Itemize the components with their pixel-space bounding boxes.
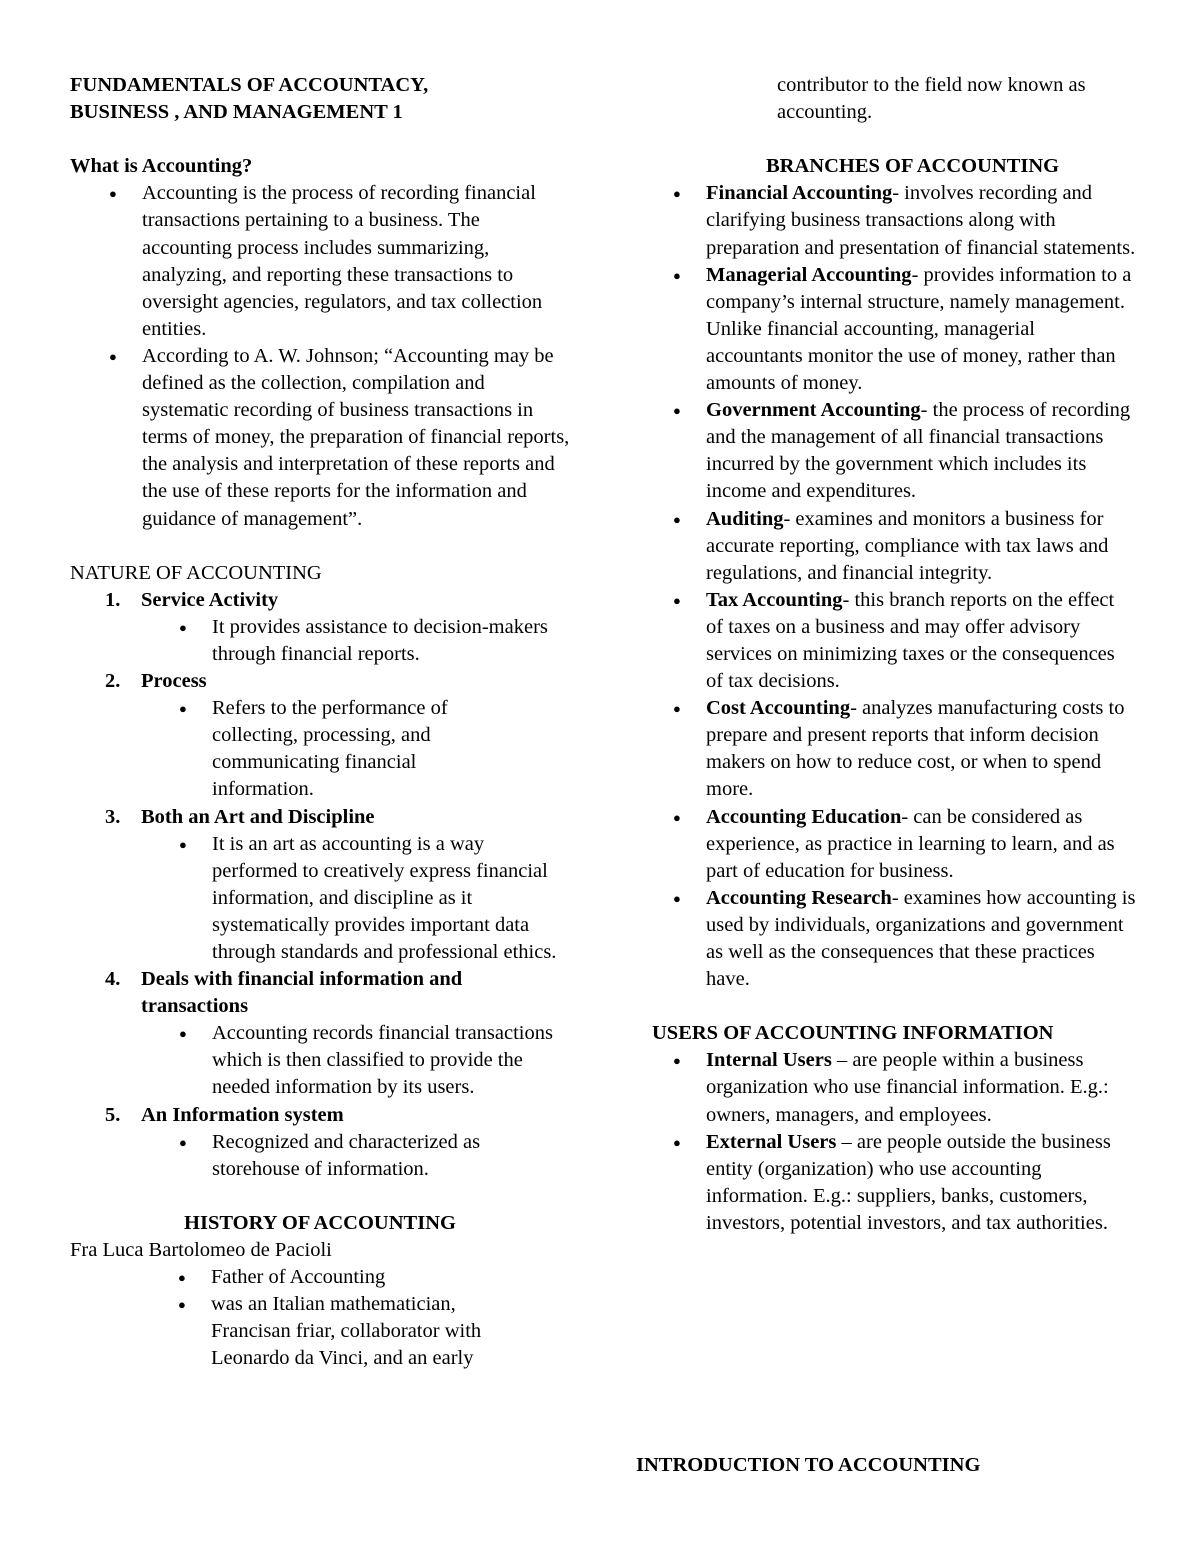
branch-item	[706, 180, 1136, 261]
nature-item-title: Both an Art and Discipline	[141, 805, 375, 828]
branch-item	[706, 885, 1136, 993]
branch-term: Cost Accounting	[706, 697, 851, 720]
nature-item	[105, 668, 570, 803]
history-list	[70, 1264, 570, 1372]
users-heading: USERS OF ACCOUNTING INFORMATION	[652, 1022, 1054, 1045]
branch-desc: - examines how accounting is used by individuals, organizations and government as well as the consequences that these practices have.	[706, 886, 1136, 991]
item-number: 5.	[105, 1103, 121, 1126]
branch-item	[706, 587, 1136, 695]
nature-item-title: Process	[141, 670, 207, 693]
nature-heading: NATURE OF ACCOUNTING	[70, 561, 322, 584]
list-item: ● Accounting is the process of recording financial transactions pertaining to a business. The accounting process includes summarizing, analyzing, and reporting these transactions to oversight agencies, regulators, and tax collection entities.	[142, 180, 570, 343]
intro-heading: INTRODUCTION TO ACCOUNTING	[636, 1454, 981, 1476]
history-heading: HISTORY OF ACCOUNTING	[184, 1211, 456, 1234]
branch-desc: - this branch reports on the effect of taxes on a business and may offer advisory services on minimizing taxes or the consequences of tax decisions.	[706, 588, 1115, 693]
item-number: 2.	[105, 670, 121, 693]
user-term: External Users	[706, 1130, 837, 1153]
branch-term: Auditing	[706, 507, 784, 530]
list-item: ● was an Italian mathematician, Francisan friar, collaborator with Leonardo da Vinci, and an early	[211, 1291, 570, 1372]
what-is-list	[70, 180, 570, 532]
user-desc: – are people within a business organization who use financial information. E.g.: owners, managers, and employees.	[706, 1049, 1109, 1126]
nature-item	[105, 1102, 570, 1183]
branch-term: Tax Accounting	[706, 588, 843, 611]
branch-term: Government Accounting	[706, 399, 921, 422]
branch-desc: - analyzes manufacturing costs to prepare and present reports that inform decision makers on how to reduce cost, or when to spend more.	[706, 697, 1125, 801]
item-number: 3.	[105, 805, 121, 828]
left-column	[70, 72, 570, 1373]
nature-item	[105, 966, 570, 1101]
branch-term: Managerial Accounting	[706, 263, 912, 286]
list-item: ● According to A. W. Johnson; “Accounting may be defined as the collection, compilation and systematic recording of business transactions in terms of money, the preparation of financial reports, the analysis and interpretation of these reports and the use of these reports for the information and guidance of management”.	[142, 343, 570, 533]
branch-item	[706, 262, 1136, 397]
nature-item-title: An Information system	[141, 1103, 344, 1126]
document-title-line1: FUNDAMENTALS OF ACCOUNTACY,	[70, 74, 429, 96]
users-list	[636, 1047, 1136, 1237]
history-continuation: contributor to the field now known as accounting.	[777, 74, 1086, 124]
nature-item	[105, 587, 570, 668]
right-column	[636, 72, 1136, 1237]
branch-term: Accounting Education	[706, 805, 902, 828]
branch-desc: - provides information to a company’s internal structure, namely management. Unlike financial accounting, managerial accountants monitor the use of money, rather than amounts of money.	[706, 263, 1132, 395]
item-number: 4.	[105, 968, 121, 991]
branch-item	[706, 506, 1136, 587]
branch-item	[706, 804, 1136, 885]
branches-heading: BRANCHES OF ACCOUNTING	[766, 155, 1060, 178]
nature-list	[70, 587, 570, 1183]
list-item: ● Recognized and characterized as storehouse of information.	[212, 1129, 570, 1183]
user-item	[706, 1129, 1136, 1237]
user-item	[706, 1047, 1136, 1128]
branch-desc: - can be considered as experience, as practice in learning to learn, and as part of education for business.	[706, 805, 1115, 882]
list-item: ● Father of Accounting	[211, 1264, 570, 1291]
history-person: Fra Luca Bartolomeo de Pacioli	[70, 1239, 332, 1262]
branch-item	[706, 397, 1136, 505]
branch-desc: - involves recording and clarifying business transactions along with preparation and presentation of financial statements.	[706, 182, 1136, 259]
list-item: ● Refers to the performance of collecting, processing, and communicating financial information.	[212, 695, 570, 803]
branch-desc: - examines and monitors a business for accurate reporting, compliance with tax laws and regulations, and financial integrity.	[706, 507, 1109, 584]
document-title-line2: BUSINESS , AND MANAGEMENT 1	[70, 101, 403, 124]
user-term: Internal Users	[706, 1049, 832, 1072]
branches-list	[636, 180, 1136, 993]
list-item: ● It provides assistance to decision-makers through financial reports.	[212, 614, 570, 668]
item-number: 1.	[105, 588, 121, 611]
branch-term: Accounting Research	[706, 886, 892, 909]
list-item: ● It is an art as accounting is a way performed to creatively express financial information, and discipline as it systematically provides important data through standards and professional ethics.	[212, 831, 570, 966]
list-item: ● Accounting records financial transactions which is then classified to provide the needed information by its users.	[212, 1020, 570, 1101]
nature-item-title: Deals with financial information and transactions	[141, 968, 463, 1018]
nature-item-title: Service Activity	[141, 588, 279, 611]
branch-desc: - the process of recording and the management of all financial transactions incurred by the government which includes its income and expenditures.	[706, 399, 1131, 503]
nature-item	[105, 804, 570, 967]
what-is-heading: What is Accounting?	[70, 155, 253, 178]
branch-term: Financial Accounting	[706, 182, 893, 205]
branch-item	[706, 695, 1136, 803]
user-desc: – are people outside the business entity (organization) who use accounting information. E.g.: suppliers, banks, customers, investors, potential investors, and tax authorities.	[706, 1130, 1111, 1234]
